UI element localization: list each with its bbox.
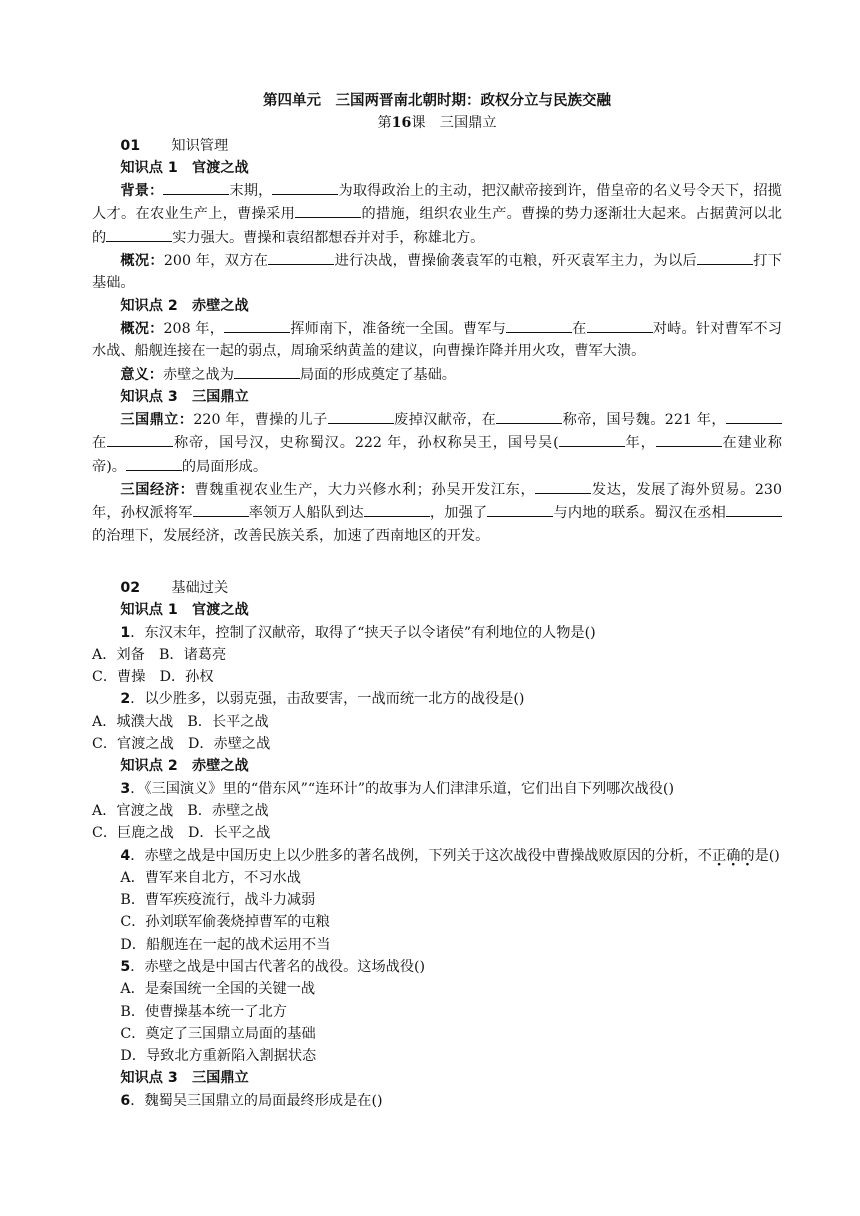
q5-option-c[interactable]: C．奠定了三国鼎立局面的基础	[120, 1025, 316, 1042]
answer-blank[interactable]	[726, 408, 782, 424]
basics-kp3-heading: 知识点 3 三国鼎立	[120, 1070, 249, 1087]
q1-options-row2[interactable]: C．曹操 D．孙权	[92, 669, 214, 686]
worksheet-page	[92, 90, 782, 1112]
question-3: 3．《三国演义》里的“借东风”“连环计”的故事为人们津津乐道，它们出自下列哪次战役()	[120, 780, 675, 797]
q5-option-b[interactable]: B．使曹操基本统一了北方	[120, 1003, 287, 1020]
answer-blank[interactable]	[295, 202, 361, 218]
knowledge-point-2-heading: 知识点 2 赤壁之战	[120, 297, 249, 314]
answer-blank[interactable]	[193, 501, 249, 517]
answer-blank[interactable]	[506, 317, 572, 333]
answer-blank[interactable]	[106, 226, 172, 242]
answer-blank[interactable]	[496, 408, 562, 424]
q4-option-c[interactable]: C．孙刘联军偷袭烧掉曹军的屯粮	[120, 914, 330, 931]
question-4: 4．赤壁之战是中国历史上以少胜多的著名战例，下列关于这次战役中曹操战败原因的分析，不正确的是()	[120, 847, 780, 864]
answer-blank[interactable]	[364, 501, 430, 517]
section-heading-basics: 02 基础过关	[120, 579, 229, 596]
kp3-formation: 三国鼎立：220 年，曹操的儿子 废掉汉献帝，在 称帝，国号魏。221 年，在 称帝，国号汉，史称蜀汉。222 年，孙权称吴王，国号吴( 年， 在建业称帝)。 的局面形成。	[92, 408, 782, 478]
answer-blank[interactable]	[726, 501, 782, 517]
answer-blank[interactable]	[163, 179, 229, 195]
q4-option-a[interactable]: A．曹军来自北方，不习水战	[120, 869, 301, 886]
q3-options-row2[interactable]: C．巨鹿之战 D．长平之战	[92, 825, 271, 842]
answer-blank[interactable]	[559, 431, 625, 447]
kp1-overview: 概况：200 年，双方在 进行决战，曹操偷袭袁军的屯粮，歼灭袁军主力，为以后 打下基础。	[92, 249, 782, 295]
knowledge-point-3-heading: 知识点 3 三国鼎立	[120, 388, 249, 405]
basics-kp1-heading: 知识点 1 官渡之战	[120, 602, 249, 619]
q5-option-d[interactable]: D．导致北方重新陷入割据状态	[120, 1048, 317, 1065]
answer-blank[interactable]	[697, 249, 753, 265]
kp2-overview: 概况：208 年， 挥师南下，准备统一全国。曹军与 在 对峙。针对曹军不习水战、船舰连接在一起的弱点，周瑜采纳黄盖的建议，向曹操诈降并用火攻，曹军大溃。	[92, 317, 782, 363]
q5-option-a[interactable]: A．是秦国统一全国的关键一战	[120, 981, 316, 998]
q3-options-row1[interactable]: A．官渡之战 B．赤壁之战	[92, 802, 269, 819]
kp1-background: 背景： 末期， 为取得政治上的主动，把汉献帝接到许，借皇帝的名义号令天下，招揽人才。在农业生产上，曹操采用 的措施，组织农业生产。曹操的势力逐渐壮大起来。占据黄河以北的 实力强大。曹操和袁绍都想吞并对手，称雄北方。	[92, 179, 782, 249]
answer-blank[interactable]	[268, 249, 334, 265]
q2-options-row2[interactable]: C．官渡之战 D．赤壁之战	[92, 736, 271, 753]
answer-blank[interactable]	[126, 455, 182, 471]
unit-title: 第四单元 三国两晋南北朝时期：政权分立与民族交融	[263, 93, 611, 109]
question-2: 2．以少胜多，以弱克强，击敌要害，一战而统一北方的战役是()	[120, 691, 525, 708]
q4-option-d[interactable]: D．船舰连在一起的战术运用不当	[120, 936, 331, 953]
question-1: 1．东汉末年，控制了汉献帝，取得了“挟天子以令诸侯”有利地位的人物是()	[120, 624, 596, 641]
basics-kp2-heading: 知识点 2 赤壁之战	[120, 758, 249, 775]
question-6: 6．魏蜀吴三国鼎立的局面最终形成是在()	[120, 1092, 383, 1109]
q4-option-b[interactable]: B．曹军疾疫流行，战斗力减弱	[120, 892, 316, 909]
kp2-significance: 意义：赤壁之战为 局面的形成奠定了基础。	[92, 363, 782, 386]
answer-blank[interactable]	[487, 501, 553, 517]
answer-blank[interactable]	[272, 179, 338, 195]
lesson-title: 第16课 三国鼎立	[377, 115, 497, 132]
answer-blank[interactable]	[328, 408, 394, 424]
answer-blank[interactable]	[587, 317, 653, 333]
answer-blank[interactable]	[234, 363, 300, 379]
answer-blank[interactable]	[535, 478, 591, 494]
section-heading-knowledge: 01 知识管理	[120, 137, 229, 154]
question-5: 5．赤壁之战是中国古代著名的战役。这场战役()	[120, 958, 426, 975]
answer-blank[interactable]	[656, 431, 722, 447]
q2-options-row1[interactable]: A．城濮大战 B．长平之战	[92, 713, 269, 730]
kp3-economy: 三国经济：曹魏重视农业生产，大力兴修水利；孙吴开发江东， 发达，发展了海外贸易。230 年，孙权派将军 率领万人船队到达 ，加强了 与内地的联系。蜀汉在丞相的治理下，发展经济，改善民族关系，加速了西南地区的开发。	[92, 478, 782, 547]
answer-blank[interactable]	[107, 431, 173, 447]
answer-blank[interactable]	[224, 317, 290, 333]
knowledge-point-1-heading: 知识点 1 官渡之战	[120, 159, 249, 176]
q1-options-row1[interactable]: A．刘备 B．诸葛亮	[92, 646, 227, 663]
